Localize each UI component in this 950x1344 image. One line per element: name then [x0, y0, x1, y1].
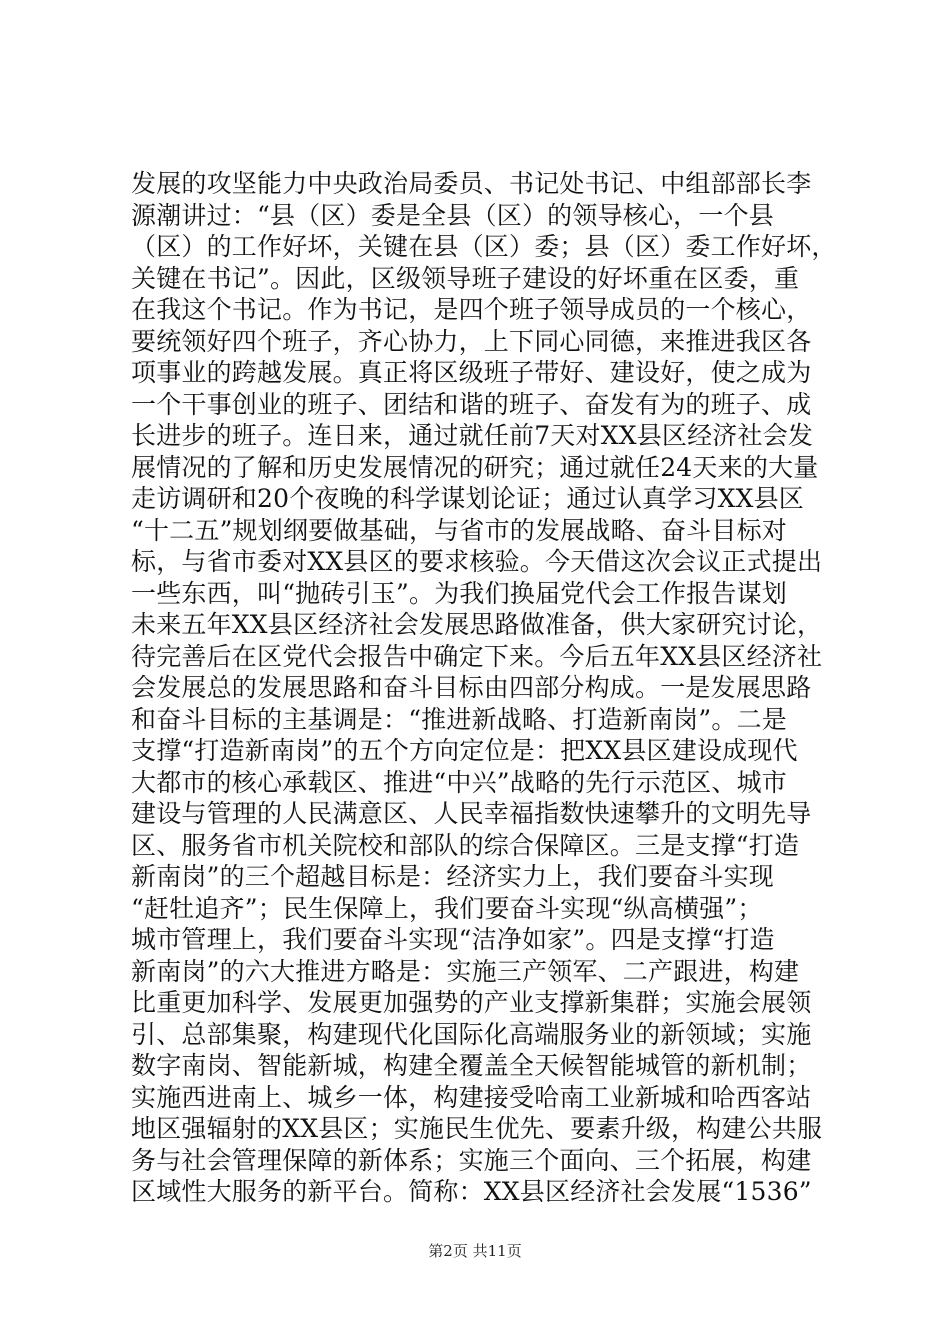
page-footer: [0, 1241, 950, 1261]
text-line: （区）的工作好坏，关键在县（区）委；县（区）委工作好坏，: [131, 232, 837, 261]
text-line: 大都市的核心承载区、推进“中兴”战略的先行示范区、城市: [131, 767, 787, 797]
text-line: 未来五年XX县区经济社会发展思路做准备，供大家研究讨论，: [131, 610, 823, 639]
text-line: 走访调研和20个夜晚的科学谋划论证；通过认真学习XX县区: [131, 484, 805, 513]
text-line: 一个干事创业的班子、团结和谐的班子、奋发有为的班子、成: [131, 389, 812, 419]
text-line: “十二五”规划纲要做基础，与省市的发展战略、奋斗目标对: [131, 515, 787, 545]
text-line: 比重更加科学、发展更加强势的产业支撑新集群；实施会展领: [131, 988, 812, 1017]
text-line: 一些东西，叫“抛砖引玉”。为我们换届党代会工作报告谋划: [131, 578, 787, 608]
text-line: 区、服务省市机关院校和部队的综合保障区。三是支撑“打造: [131, 830, 800, 860]
text-line: 项事业的跨越发展。真正将区级班子带好、建设好，使之成为: [131, 358, 812, 387]
text-line: 长进步的班子。连日来，通过就任前7天对XX县区经济社会发: [131, 421, 814, 450]
text-line: 标，与省市委对XX县区的要求核验。今天借这次会议正式提出: [131, 547, 823, 576]
text-line: 会发展总的发展思路和奋斗目标由四部分构成。一是发展思路: [131, 673, 812, 702]
text-line: 关键在书记”。因此，区级领导班子建设的好坏重在区委，重: [131, 263, 800, 293]
text-line: 发展的攻坚能力中央政治局委员、书记处书记、中组部部长李: [131, 169, 812, 198]
text-line: 实施西进南上、城乡一体，构建接受哈南工业新城和哈西客站: [131, 1082, 812, 1112]
page-number-label: 第2页 共11页: [428, 1242, 522, 1260]
text-line: 待完善后在区党代会报告中确定下来。今后五年XX县区经济社: [131, 641, 823, 671]
text-line: 展情况的了解和历史发展情况的研究；通过就任24天来的大量: [131, 452, 819, 482]
text-line: 区域性大服务的新平台。简称：XX县区经济社会发展“1536”: [131, 1177, 812, 1206]
text-line: 引、总部集聚，构建现代化国际化高端服务业的新领域；实施: [131, 1019, 812, 1049]
text-line: 新南岗”的六大推进方略是：实施三产领军、二产跟进，构建: [131, 956, 800, 986]
text-line: 地区强辐射的XX县区；实施民生优先、要素升级，构建公共服: [131, 1114, 823, 1143]
text-line: 务与社会管理保障的新体系；实施三个面向、三个拓展，构建: [131, 1145, 812, 1175]
text-line: 和奋斗目标的主基调是：“推进新战略、打造新南岗”。二是: [131, 704, 787, 734]
body-text: [131, 168, 837, 1208]
text-line: 源潮讲过：“县（区）委是全县（区）的领导核心，一个县: [131, 200, 774, 230]
text-line: 要统领好四个班子，齐心协力，上下同心同德，来推进我区各: [131, 326, 812, 356]
text-line: 支撑“打造新南岗”的五个方向定位是：把XX县区建设成现代: [131, 736, 798, 765]
text-line: 数字南岗、智能新城，构建全覆盖全天候智能城管的新机制；: [131, 1051, 812, 1080]
text-line: 城市管理上，我们要奋斗实现“洁净如家”。四是支撑“打造: [131, 925, 775, 954]
text-line: 在我这个书记。作为书记，是四个班子领导成员的一个核心，: [131, 295, 812, 324]
text-line: 新南岗”的三个超越目标是：经济实力上，我们要奋斗实现: [131, 862, 774, 891]
text-line: 建设与管理的人民满意区、人民幸福指数快速攀升的文明先导: [131, 799, 812, 828]
text-line: “赶牡追齐”；民生保障上，我们要奋斗实现“纵高横强”；: [131, 893, 763, 923]
